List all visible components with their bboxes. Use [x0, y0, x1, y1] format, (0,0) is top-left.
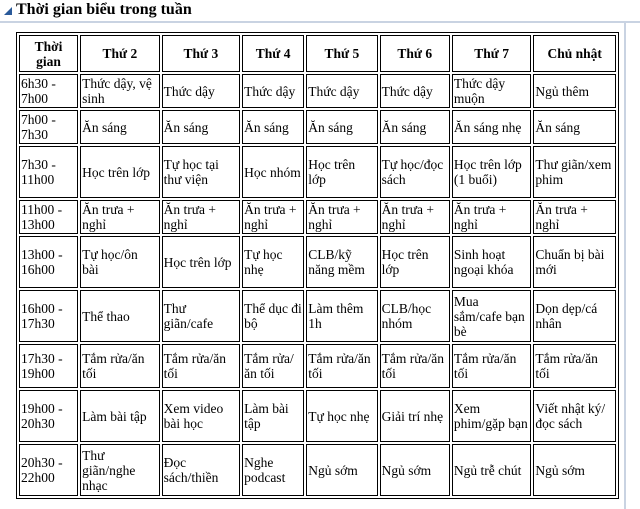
time-slot-cell: 19h00 - 20h30: [19, 390, 78, 442]
activity-cell: Thể thao: [80, 290, 160, 342]
activity-cell: Ăn sáng nhẹ: [452, 110, 532, 144]
activity-cell: Giải trí nhẹ: [380, 390, 450, 442]
activity-cell: Thức dậy: [380, 74, 450, 108]
activity-cell: Thư giãn/cafe: [162, 290, 240, 342]
activity-cell: Thức dậy: [306, 74, 377, 108]
activity-cell: Tắm rửa/ăn tối: [242, 344, 304, 388]
activity-cell: Làm thêm 1h: [306, 290, 377, 342]
activity-cell: Học trên lớp: [380, 236, 450, 288]
right-divider: [624, 21, 626, 509]
table-row: [19, 344, 616, 388]
activity-cell: Sinh hoạt ngoại khóa: [452, 236, 532, 288]
activity-cell: Ăn sáng: [162, 110, 240, 144]
column-header: Thời gian: [19, 35, 78, 72]
activity-cell: Ăn trưa + nghỉ: [80, 200, 160, 234]
section-heading: [4, 0, 192, 20]
time-slot-cell: 13h00 - 16h00: [19, 236, 78, 288]
table-row: [19, 110, 616, 144]
activity-cell: Ngủ sớm: [533, 444, 616, 496]
table-row: [19, 444, 616, 496]
activity-cell: Thức dậy, vệ sinh: [80, 74, 160, 108]
activity-cell: Làm bài tập: [80, 390, 160, 442]
activity-cell: Ngủ sớm: [380, 444, 450, 496]
table-row: [19, 236, 616, 288]
activity-cell: Học trên lớp: [162, 236, 240, 288]
column-header: Thứ 6: [380, 35, 450, 72]
schedule-table-wrapper: [16, 32, 619, 499]
activity-cell: Thức dậy: [162, 74, 240, 108]
activity-cell: Ăn trưa + nghỉ: [242, 200, 304, 234]
activity-cell: Xem phim/gặp bạn: [452, 390, 532, 442]
activity-cell: Thư giãn/xem phim: [533, 146, 616, 198]
activity-cell: CLB/kỹ năng mềm: [306, 236, 377, 288]
time-slot-cell: 17h30 - 19h00: [19, 344, 78, 388]
activity-cell: Tắm rửa/ăn tối: [162, 344, 240, 388]
table-row: [19, 74, 616, 108]
activity-cell: Ăn trưa + nghỉ: [533, 200, 616, 234]
activity-cell: Chuẩn bị bài mới: [533, 236, 616, 288]
activity-cell: Thức dậy: [242, 74, 304, 108]
activity-cell: Thư giãn/nghe nhạc: [80, 444, 160, 496]
activity-cell: Học nhóm: [242, 146, 304, 198]
collapse-triangle-icon[interactable]: [4, 7, 12, 15]
table-row: [19, 200, 616, 234]
activity-cell: Ngủ trễ chút: [452, 444, 532, 496]
activity-cell: Ăn sáng: [306, 110, 377, 144]
activity-cell: Ăn trưa + nghỉ: [306, 200, 377, 234]
activity-cell: Tắm rửa/ăn tối: [452, 344, 532, 388]
page-title: Thời gian biểu trong tuần: [16, 1, 192, 18]
activity-cell: Thể dục đi bộ: [242, 290, 304, 342]
column-header: Thứ 2: [80, 35, 160, 72]
time-slot-cell: 6h30 - 7h00: [19, 74, 78, 108]
activity-cell: Mua sắm/cafe bạn bè: [452, 290, 532, 342]
column-header: Chủ nhật: [533, 35, 616, 72]
activity-cell: Ăn trưa + nghỉ: [162, 200, 240, 234]
activity-cell: CLB/học nhóm: [380, 290, 450, 342]
activity-cell: Ăn trưa + nghỉ: [452, 200, 532, 234]
table-row: [19, 290, 616, 342]
activity-cell: Tắm rửa/ăn tối: [380, 344, 450, 388]
column-header: Thứ 3: [162, 35, 240, 72]
divider: [0, 21, 640, 23]
activity-cell: Tắm rửa/ăn tối: [80, 344, 160, 388]
time-slot-cell: 7h30 - 11h00: [19, 146, 78, 198]
activity-cell: Xem video bài học: [162, 390, 240, 442]
activity-cell: Làm bài tập: [242, 390, 304, 442]
activity-cell: Tự học nhẹ: [306, 390, 377, 442]
activity-cell: Tự học/ôn bài: [80, 236, 160, 288]
activity-cell: Học trên lớp: [306, 146, 377, 198]
time-slot-cell: 20h30 - 22h00: [19, 444, 78, 496]
activity-cell: Ngủ sớm: [306, 444, 377, 496]
activity-cell: Ăn sáng: [533, 110, 616, 144]
activity-cell: Ăn trưa + nghỉ: [380, 200, 450, 234]
header-row: [19, 35, 616, 72]
activity-cell: Ăn sáng: [80, 110, 160, 144]
table-row: [19, 146, 616, 198]
table-row: [19, 390, 616, 442]
activity-cell: Học trên lớp (1 buổi): [452, 146, 532, 198]
activity-cell: Ngủ thêm: [533, 74, 616, 108]
activity-cell: Thức dậy muộn: [452, 74, 532, 108]
activity-cell: Dọn dẹp/cá nhân: [533, 290, 616, 342]
activity-cell: Tắm rửa/ăn tối: [306, 344, 377, 388]
activity-cell: Viết nhật ký/đọc sách: [533, 390, 616, 442]
time-slot-cell: 7h00 - 7h30: [19, 110, 78, 144]
activity-cell: Đọc sách/thiền: [162, 444, 240, 496]
activity-cell: Tắm rửa/ăn tối: [533, 344, 616, 388]
time-slot-cell: 16h00 - 17h30: [19, 290, 78, 342]
schedule-table: [16, 32, 619, 499]
activity-cell: Tự học tại thư viện: [162, 146, 240, 198]
column-header: Thứ 5: [306, 35, 377, 72]
column-header: Thứ 4: [242, 35, 304, 72]
activity-cell: Ăn sáng: [242, 110, 304, 144]
activity-cell: Ăn sáng: [380, 110, 450, 144]
activity-cell: Tự học/đọc sách: [380, 146, 450, 198]
activity-cell: Tự học nhẹ: [242, 236, 304, 288]
activity-cell: Nghe podcast: [242, 444, 304, 496]
time-slot-cell: 11h00 - 13h00: [19, 200, 78, 234]
activity-cell: Học trên lớp: [80, 146, 160, 198]
column-header: Thứ 7: [452, 35, 532, 72]
